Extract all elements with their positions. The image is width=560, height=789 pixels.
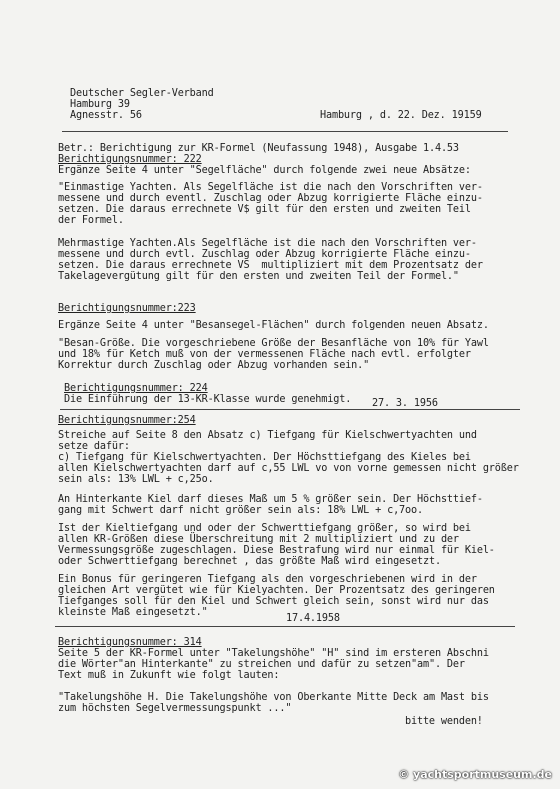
section-254-para2: Tiefganges soll für den Kiel und Schwert gleich sein, sonst wird nur das: [58, 596, 489, 607]
section-224-rule: [60, 409, 520, 410]
section-254-para2: gleichen Art vergütet wie für Kielyachten. Der Prozentsatz des geringeren: [58, 585, 495, 596]
watermark: © yachtsportmuseum.de: [398, 768, 552, 781]
closing-note: bitte wenden!: [405, 716, 483, 727]
section-314-line: Seite 5 der KR-Formel unter "Takelungshöhe" "H" sind im ersteren Abschni: [58, 648, 489, 659]
section-222-line: messene und durch eventl. Zuschlag oder Abzug korrigierte Fläche einzu-: [58, 193, 483, 204]
section-222-para2: Takelagevergütung gilt für den ersten und zweiten Teil der Formel.": [58, 271, 459, 282]
section-314-para2: "Takelungshöhe H. Die Takelungshöhe von Oberkante Mitte Deck am Mast bis: [58, 692, 489, 703]
section-223-line: Korrektur durch Zuschlag oder Abzug vorhanden sein.": [58, 360, 370, 371]
section-223-line: und 18% für Ketch muß von der vermessenen Fläche nach evtl. erfolgter: [58, 349, 471, 360]
section-254-para2: An Hinterkante Kiel darf dieses Maß um 5 % größer sein. Der Höchsttief-: [58, 494, 483, 505]
section-254-para2: Ist der Kieltiefgang und oder der Schwerttiefgang größer, so wird bei: [58, 523, 471, 534]
section-254-para2: oder Schwerttiefgang berechnet , das größte Maß wird eingesetzt.: [58, 556, 441, 567]
section-223-line: "Besan-Größe. Die vorgeschriebene Größe der Besanfläche von 10% für Yawl: [58, 338, 489, 349]
section-222-heading: Berichtigungsnummer: 222: [58, 154, 202, 165]
section-314-line: Text muß in Zukunft wie folgt lauten:: [58, 670, 280, 681]
sender-street: Agnesstr. 56: [70, 110, 142, 121]
section-224-line: Die Einführung der 13-KR-Klasse wurde genehmigt.: [64, 394, 352, 405]
section-222-line: der Formel.: [58, 215, 124, 226]
section-254-line: Streiche auf Seite 8 den Absatz c) Tiefgang für Kielschwertyachten und: [58, 430, 477, 441]
section-222-para2: Mehrmastige Yachten.Als Segelfläche ist die nach den Vorschriften ver-: [58, 238, 477, 249]
section-254-line: setze dafür:: [58, 441, 130, 452]
section-254-date: 17.4.1958: [286, 613, 340, 624]
section-314-para2: zum höchsten Segelvermessungspunkt ...": [58, 703, 292, 714]
dateline: Hamburg , d. 22. Dez. 19159: [320, 110, 482, 121]
header-rule: [62, 131, 508, 132]
section-222-para2: messene und durch evtl. Zuschlag oder Abzug korrigierte Fläche einzu-: [58, 249, 471, 260]
section-254-line: c) Tiefgang für Kielschwertyachten. Der Höchsttiefgang des Kieles bei: [58, 452, 471, 463]
section-254-heading: Berichtigungsnummer:254: [58, 415, 196, 426]
section-223-heading: Berichtigungsnummer:223: [58, 303, 196, 314]
section-224-heading: Berichtigungsnummer: 224: [64, 383, 208, 394]
section-222-line: Ergänze Seite 4 unter "Segelfläche" durch folgende zwei neue Absätze:: [58, 165, 471, 176]
section-254-para2: Ein Bonus für geringeren Tiefgang als den vorgeschriebenen wird in der: [58, 574, 477, 585]
section-254-para2: kleinste Maß eingesetzt.": [58, 607, 208, 618]
section-254-line: sein als: 13% LWL + c,25o.: [58, 474, 214, 485]
section-224-date: 27. 3. 1956: [372, 398, 438, 409]
section-254-rule: [55, 626, 515, 627]
section-254-para2: allen KR-Größen diese Überschreitung mit 2 multipliziert und zu der: [58, 534, 459, 545]
section-223-line: Ergänze Seite 4 unter "Besansegel-Flächen" durch folgenden neuen Absatz.: [58, 320, 489, 331]
section-254-line: allen Kielschwertyachten darf auf c,55 LWL vo von vorne gemessen nicht größer: [58, 463, 519, 474]
section-314-line: die Wörter"an Hinterkante" zu streichen und dafür zu setzen"am". Der: [58, 659, 465, 670]
section-222-line: "Einmastige Yachten. Als Segelfläche ist die nach den Vorschriften ver-: [58, 182, 483, 193]
sender-org: Deutscher Segler-Verband: [70, 88, 214, 99]
section-254-para2: gang mit Schwert darf nicht größer sein als: 18% LWL + c,7oo.: [58, 505, 423, 516]
section-222-line: setzen. Die daraus errechnete V$ gilt für den ersten und zweiten Teil: [58, 204, 471, 215]
section-254-para2: Vermessungsgröße zugeschlagen. Diese Bestrafung wird nur einmal für Kiel-: [58, 545, 495, 556]
section-314-heading: Berichtigungsnummer: 314: [58, 637, 202, 648]
section-222-para2: setzen. Die daraus errechnete VS multipliziert mit dem Prozentsatz der: [58, 260, 483, 271]
sender-city: Hamburg 39: [70, 99, 130, 110]
subject-line: Betr.: Berichtigung zur KR-Formel (Neufassung 1948), Ausgabe 1.4.53: [58, 143, 459, 154]
